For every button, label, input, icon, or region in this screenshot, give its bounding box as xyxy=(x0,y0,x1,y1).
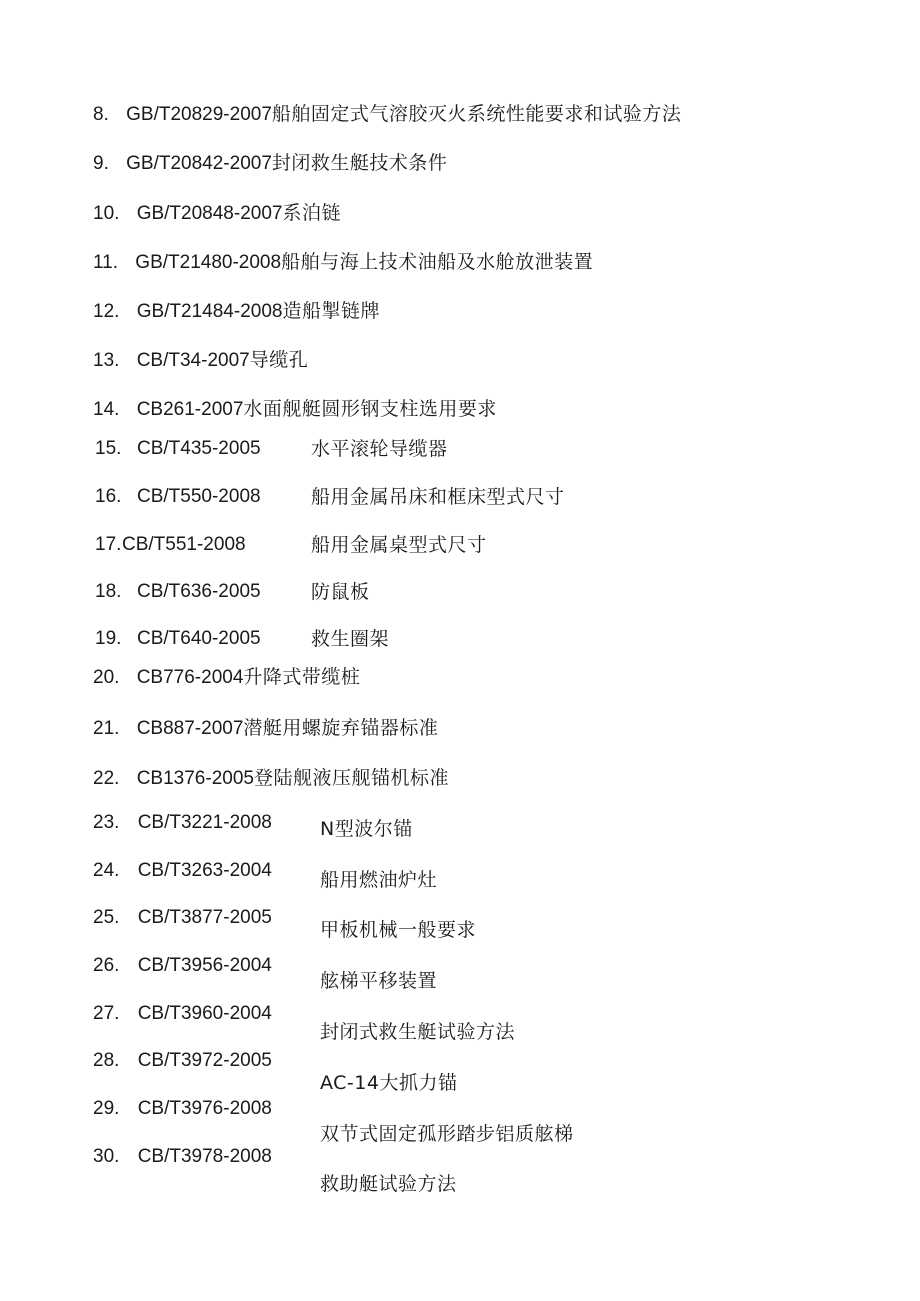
item-title: 船舶与海上技术油船及水舱放泄装置 xyxy=(281,251,594,273)
item-number: 21. xyxy=(93,718,120,739)
list-item xyxy=(93,397,497,421)
item-number: 15. xyxy=(95,438,122,459)
item-code: CB/T3972-2005 xyxy=(137,1050,272,1071)
item-number: 10. xyxy=(93,203,120,224)
item-code: GB/T20829-2007 xyxy=(126,104,272,125)
list-item xyxy=(95,533,815,557)
item-number: 30. xyxy=(93,1146,120,1167)
item-code: GB/T21484-2008 xyxy=(136,301,283,322)
item-code: CB/T640-2005 xyxy=(137,628,261,649)
item-number: 25. xyxy=(93,907,120,928)
item-title: AC-14大抓力锚 xyxy=(320,1072,458,1094)
item-title: 救生圈架 xyxy=(311,628,390,650)
list-item xyxy=(93,250,593,274)
item-code: CB/T3263-2004 xyxy=(137,860,272,881)
item-number: 12. xyxy=(93,301,120,322)
list-item xyxy=(93,201,341,225)
item-code: CB776-2004 xyxy=(136,667,244,688)
list-item xyxy=(95,437,815,461)
item-title: 造船掣链牌 xyxy=(282,300,380,322)
item-code: CB/T551-2008 xyxy=(122,534,246,555)
item-code: GB/T20842-2007 xyxy=(126,153,272,174)
item-code: CB/T3877-2005 xyxy=(137,907,272,928)
list-item-code-row xyxy=(93,1145,272,1169)
item-code: GB/T21480-2008 xyxy=(135,252,282,273)
item-title: 船用金属吊床和框床型式尺寸 xyxy=(311,486,565,508)
item-number: 17. xyxy=(95,534,122,555)
item-code: CB/T3978-2008 xyxy=(137,1146,272,1167)
list-item-code-row xyxy=(93,859,272,883)
list-item xyxy=(93,665,360,689)
item-code: GB/T20848-2007 xyxy=(136,203,283,224)
item-code: CB261-2007 xyxy=(136,399,244,420)
item-title: 船用燃油炉灶 xyxy=(320,869,438,891)
item-title: 系泊链 xyxy=(282,202,341,224)
item-number: 8. xyxy=(93,104,109,125)
item-title: 封闭式救生艇试验方法 xyxy=(320,1021,516,1043)
item-code: CB887-2007 xyxy=(136,718,244,739)
item-title: 舷梯平移装置 xyxy=(320,970,438,992)
item-title: 船用金属桌型式尺寸 xyxy=(311,534,487,556)
item-title: N型波尔锚 xyxy=(320,818,413,840)
item-number: 24. xyxy=(93,860,120,881)
item-code: CB/T3956-2004 xyxy=(137,955,272,976)
item-number: 20. xyxy=(93,667,120,688)
item-code: CB/T3960-2004 xyxy=(137,1003,272,1024)
item-number: 9. xyxy=(93,153,109,174)
item-number: 18. xyxy=(95,581,122,602)
item-number: 16. xyxy=(95,486,122,507)
item-number: 23. xyxy=(93,812,120,833)
list-item-code-row xyxy=(93,1049,272,1073)
list-item-code-row xyxy=(93,811,272,835)
item-title: 船舶固定式气溶胶灭火系统性能要求和试验方法 xyxy=(271,103,682,125)
list-item-code-row xyxy=(93,906,272,930)
list-item-code-row xyxy=(93,954,272,978)
list-item xyxy=(93,716,438,740)
list-item xyxy=(93,151,447,175)
item-title: 救助艇试验方法 xyxy=(320,1173,457,1195)
item-code: CB/T550-2008 xyxy=(137,486,261,507)
list-item xyxy=(95,485,815,509)
item-title: 潜艇用螺旋弃锚器标准 xyxy=(243,717,439,739)
list-item-code-row xyxy=(93,1002,272,1026)
list-item xyxy=(95,580,815,604)
item-title: 导缆孔 xyxy=(249,349,309,371)
item-title: 防鼠板 xyxy=(311,581,370,603)
item-code: CB/T435-2005 xyxy=(137,438,261,459)
item-number: 22. xyxy=(93,768,120,789)
item-number: 13. xyxy=(93,350,120,371)
item-title: 双节式固定孤形踏步铝质舷梯 xyxy=(320,1123,574,1145)
item-title: 升降式带缆桩 xyxy=(243,666,361,688)
item-code: CB1376-2005 xyxy=(136,768,254,789)
item-title: 水平滚轮导缆器 xyxy=(311,438,448,460)
item-code: CB/T3976-2008 xyxy=(137,1098,272,1119)
list-item xyxy=(93,348,308,372)
item-number: 14. xyxy=(93,399,120,420)
item-number: 11. xyxy=(93,252,119,273)
item-code: CB/T34-2007 xyxy=(136,350,250,371)
item-code: CB/T636-2005 xyxy=(137,581,261,602)
item-number: 29. xyxy=(93,1098,120,1119)
list-item-code-row xyxy=(93,1097,272,1121)
item-title: 甲板机械一般要求 xyxy=(320,919,477,941)
item-title: 封闭救生艇技术条件 xyxy=(271,152,448,174)
item-number: 28. xyxy=(93,1050,120,1071)
list-item xyxy=(93,102,681,126)
list-item xyxy=(95,627,815,651)
list-item xyxy=(93,299,380,323)
item-code: CB/T3221-2008 xyxy=(137,812,272,833)
item-title: 水面舰艇圆形钢支柱选用要求 xyxy=(243,398,497,420)
item-number: 27. xyxy=(93,1003,120,1024)
item-number: 19. xyxy=(95,628,122,649)
item-number: 26. xyxy=(93,955,120,976)
item-title: 登陆舰液压舰锚机标准 xyxy=(253,767,449,789)
list-item xyxy=(93,766,449,790)
